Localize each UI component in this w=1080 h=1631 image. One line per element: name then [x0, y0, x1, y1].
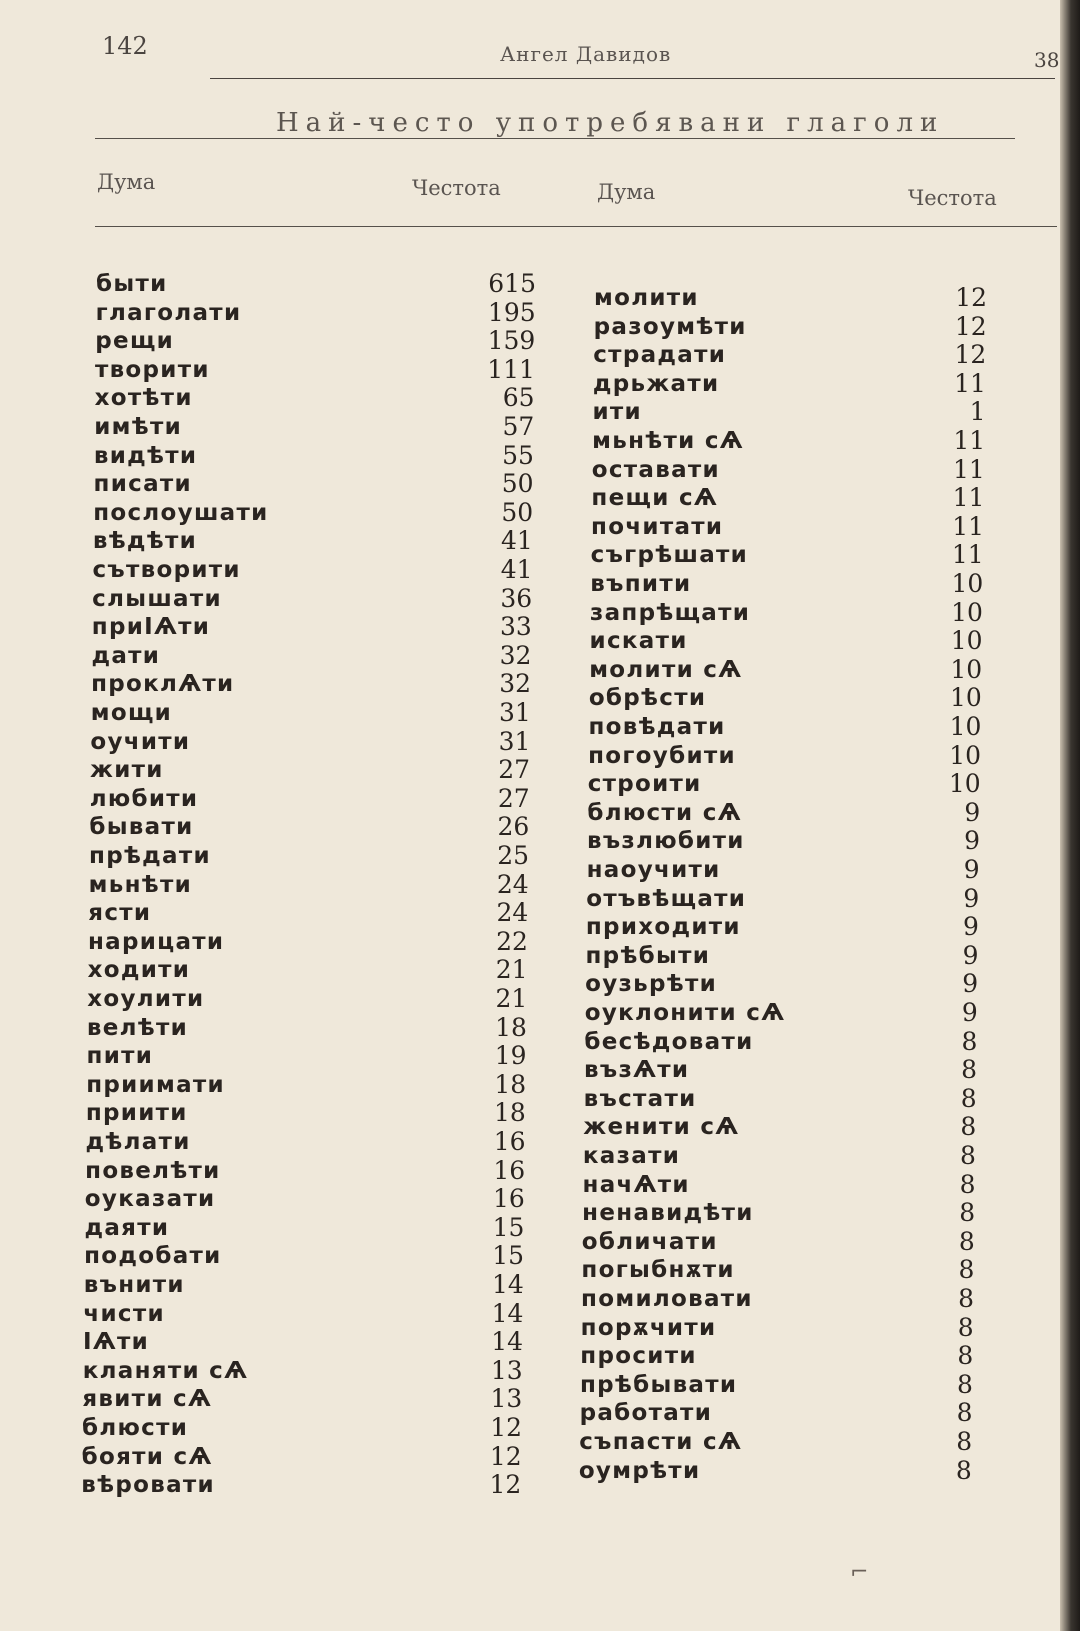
verb-word: чисти [83, 1300, 165, 1327]
frequency-value: 32 [499, 669, 532, 699]
verb-word: съпасти сѦ [579, 1429, 743, 1455]
verb-word: блюсти сѦ [587, 799, 742, 826]
frequency-value: 9 [962, 969, 979, 999]
frequency-value: 195 [487, 297, 536, 327]
verb-word: ясти [88, 900, 152, 927]
verb-word: имѣти [94, 414, 183, 440]
verb-word: съгрѣшати [590, 542, 749, 569]
verb-word: дати [91, 642, 161, 669]
frequency-value: 8 [959, 1169, 976, 1199]
frequency-value: 615 [488, 269, 536, 298]
frequency-value: 14 [491, 1327, 524, 1357]
header-bottom-rule [95, 226, 1057, 227]
frequency-value: 24 [496, 869, 529, 899]
frequency-value: 11 [953, 426, 986, 455]
verb-word: прѣдати [89, 843, 211, 869]
frequency-value: 12 [954, 311, 987, 341]
page-number: 142 [102, 32, 148, 60]
verb-word: оучити [90, 728, 191, 755]
frequency-value: 50 [501, 497, 534, 527]
frequency-value: 16 [492, 1184, 525, 1214]
verb-word: оумрѣти [578, 1457, 701, 1484]
verb-word: хотѣти [94, 385, 193, 412]
frequency-value: 9 [961, 998, 978, 1027]
verb-word: вѣровати [81, 1472, 215, 1499]
frequency-value: 41 [500, 555, 533, 584]
frequency-value: 11 [952, 483, 985, 513]
frequency-value: 10 [951, 597, 983, 627]
verb-word: видѣти [93, 442, 198, 469]
frequency-value: 32 [499, 640, 532, 670]
frequency-value: 18 [494, 1069, 527, 1099]
verb-word: наоучити [586, 857, 721, 883]
right-frequency-header: Честота [908, 186, 997, 210]
frequency-value: 33 [499, 612, 532, 642]
verb-word: дѣлати [85, 1129, 191, 1155]
verb-word: пещи сѦ [591, 485, 718, 512]
verb-word: обрѣсти [588, 685, 707, 712]
verb-word: мьнѣти [88, 871, 193, 898]
verb-word: писати [93, 471, 192, 498]
verb-word: послоушати [93, 499, 269, 526]
frequency-value: 8 [960, 1083, 977, 1113]
verb-word: рещи [95, 328, 175, 355]
verb-word: казати [582, 1143, 681, 1169]
left-frequency-header: Честота [412, 176, 501, 200]
frequency-value: 50 [501, 469, 534, 499]
frequency-value: 12 [490, 1413, 522, 1442]
frequency-value: 8 [956, 1427, 973, 1456]
frequency-value: 8 [961, 1055, 977, 1085]
frequency-value: 15 [492, 1241, 525, 1271]
running-head [0, 30, 1060, 90]
frequency-value: 25 [497, 841, 529, 870]
frequency-value: 11 [954, 368, 986, 398]
frequency-value: 8 [959, 1141, 976, 1170]
verb-word: дрьжати [592, 370, 720, 397]
frequency-value: 10 [950, 683, 982, 713]
running-title: Ангел Давидов [500, 42, 672, 66]
verb-word: просити [580, 1343, 697, 1370]
frequency-value: 16 [493, 1155, 526, 1185]
verb-word: порѫчити [580, 1314, 717, 1341]
verb-word: погыбнѫти [581, 1257, 735, 1284]
table-title: Най-често употребявани глаголи [276, 108, 945, 138]
frequency-value: 8 [957, 1369, 973, 1399]
verb-word: ходити [87, 957, 191, 984]
verb-word: хоулити [87, 986, 205, 1012]
frequency-value: 8 [960, 1112, 977, 1142]
verb-word: кланяти сѦ [82, 1357, 249, 1384]
frequency-value: 11 [952, 511, 985, 541]
verb-word: запрѣщати [589, 599, 751, 626]
frequency-value: 27 [498, 755, 531, 785]
verb-word: приІѦти [91, 614, 211, 641]
verb-word: проклѦти [91, 671, 235, 698]
frequency-value: 24 [496, 898, 529, 928]
verb-word: мощи [90, 700, 173, 726]
frequency-value: 11 [952, 454, 985, 484]
verb-word: нарицати [87, 928, 225, 955]
frequency-value: 10 [950, 654, 983, 684]
verb-word: страдати [593, 342, 727, 369]
verb-word: прѣбывати [579, 1371, 738, 1398]
verb-word: приимати [86, 1071, 225, 1098]
left-word-header: Дума [97, 170, 156, 194]
verb-word: слышати [92, 585, 222, 612]
frequency-value: 9 [964, 797, 981, 827]
verb-word: ІѦти [83, 1329, 150, 1356]
verb-word: глаголати [95, 299, 242, 326]
verb-word: бесѣдовати [584, 1028, 754, 1055]
frequency-value: 8 [957, 1312, 974, 1342]
verb-word: искати [589, 628, 688, 655]
verb-word: подобати [84, 1243, 222, 1270]
verb-word: ненавидѣти [582, 1200, 754, 1227]
frequency-value: 9 [964, 826, 980, 856]
verb-word: приходити [585, 914, 741, 941]
ink-mark: ⌐ [850, 1560, 869, 1585]
verb-word: оуказати [84, 1186, 216, 1213]
verb-word: жити [90, 757, 164, 784]
frequency-value: 16 [493, 1127, 526, 1156]
verb-word: ити [592, 399, 642, 426]
frequency-value: 55 [502, 440, 534, 470]
frequency-value: 9 [963, 855, 980, 884]
verb-word: явити сѦ [82, 1386, 213, 1413]
verb-word: погоубити [588, 742, 736, 769]
frequency-value: 10 [950, 626, 983, 656]
frequency-value: 8 [958, 1226, 975, 1256]
verb-word: оставати [591, 456, 720, 483]
verb-word: работати [579, 1400, 713, 1427]
frequency-value: 36 [500, 583, 533, 613]
frequency-value: 10 [949, 740, 982, 770]
frequency-value: 65 [502, 383, 535, 413]
title-rule [95, 138, 1015, 139]
frequency-value: 18 [494, 1098, 526, 1128]
frequency-value: 9 [962, 940, 979, 970]
verb-word: вънити [83, 1272, 185, 1298]
verb-word: въпити [590, 571, 692, 597]
verb-word: велѣти [86, 1014, 189, 1041]
frequency-value: 1 [969, 397, 986, 427]
frequency-value: 27 [497, 783, 530, 813]
verb-word: възѦти [584, 1057, 690, 1084]
book-spine [1060, 0, 1080, 1631]
frequency-value: 31 [498, 698, 531, 727]
frequency-value: 13 [490, 1384, 523, 1414]
frequency-value: 8 [955, 1455, 972, 1485]
frequency-value: 111 [487, 354, 535, 384]
verb-word: възлюбити [586, 828, 745, 855]
frequency-value: 12 [489, 1470, 522, 1500]
frequency-value: 26 [497, 812, 530, 842]
frequency-value: 9 [962, 912, 979, 942]
verb-word: бояти сѦ [81, 1443, 213, 1470]
frequency-value: 18 [495, 1012, 527, 1042]
verb-word: обличати [581, 1228, 718, 1255]
frequency-value: 13 [490, 1355, 523, 1385]
frequency-value: 10 [951, 569, 984, 598]
verb-word: творити [94, 356, 210, 383]
frequency-value: 8 [961, 1026, 978, 1056]
verb-word: быти [96, 271, 168, 297]
frequency-value: 57 [502, 412, 535, 441]
verb-word: почитати [591, 513, 724, 540]
frequency-value: 8 [959, 1198, 976, 1228]
frequency-value: 9 [963, 883, 980, 913]
verb-word: въстати [583, 1085, 697, 1112]
verb-word: мьнѣти сѦ [592, 428, 744, 454]
frequency-value: 159 [487, 326, 536, 356]
frequency-value: 12 [954, 340, 987, 370]
verb-word: даяти [84, 1214, 170, 1241]
frequency-value: 14 [491, 1270, 524, 1299]
verb-word: молити [594, 285, 699, 311]
frequency-value: 12 [955, 283, 987, 312]
verb-word: помиловати [581, 1286, 753, 1312]
frequency-value: 21 [495, 955, 528, 985]
verb-word: отъвѣщати [586, 885, 747, 912]
frequency-value: 10 [948, 769, 981, 799]
frequency-value: 14 [491, 1298, 524, 1328]
frequency-value: 8 [957, 1341, 974, 1371]
verb-word: разоумѣти [593, 313, 747, 340]
verb-word: блюсти [82, 1415, 189, 1441]
verb-word: прѣбыти [585, 942, 711, 969]
verb-word: бывати [89, 814, 194, 841]
header-rule [210, 78, 1055, 79]
verb-word: сътворити [92, 557, 241, 583]
verb-word: любити [89, 785, 199, 812]
frequency-value: 12 [489, 1441, 522, 1471]
frequency-value: 8 [958, 1255, 975, 1285]
frequency-value: 22 [496, 926, 528, 956]
verb-word: оуклонити сѦ [584, 1000, 786, 1026]
frequency-value: 21 [495, 984, 528, 1013]
frequency-value: 15 [492, 1212, 525, 1242]
verb-word: оузьрѣти [585, 971, 718, 998]
verb-word: начѦти [582, 1171, 690, 1198]
frequency-value: 31 [498, 726, 531, 756]
frequency-value: 41 [501, 526, 533, 556]
verb-word: повѣдати [588, 714, 726, 740]
frequency-value: 8 [956, 1398, 973, 1428]
verb-word: молити сѦ [589, 656, 743, 683]
verb-word: женити сѦ [583, 1114, 740, 1141]
frequency-value: 10 [949, 712, 982, 741]
frequency-value: 11 [951, 540, 984, 570]
verb-word: вѣдѣти [92, 528, 198, 555]
verb-word: строити [587, 771, 702, 798]
right-word-header: Дума [597, 180, 656, 204]
verb-word: приити [85, 1100, 188, 1127]
frequency-value: 8 [958, 1284, 975, 1313]
verb-word: пити [86, 1043, 154, 1070]
frequency-value: 19 [494, 1041, 527, 1071]
margin-number: 38 [1034, 48, 1060, 72]
verb-word: повелѣти [85, 1157, 221, 1184]
